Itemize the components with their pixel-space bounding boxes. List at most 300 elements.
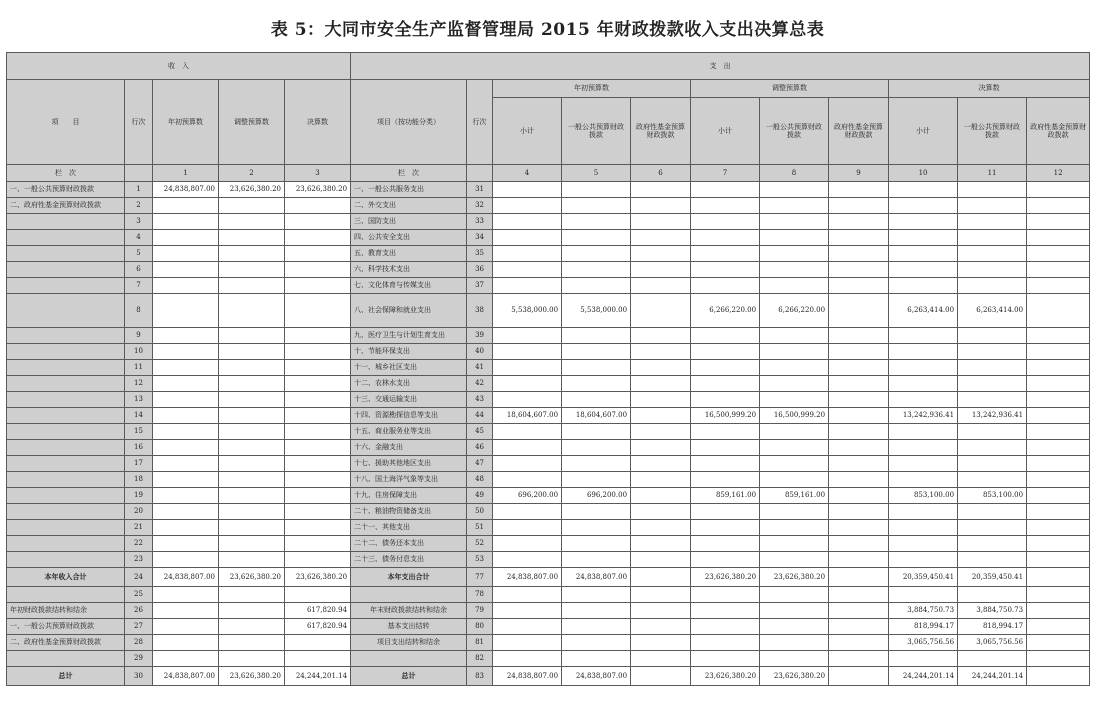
fund-budget-header: 政府性基金预算财政拨款 bbox=[631, 98, 691, 165]
column-index-blank bbox=[125, 165, 153, 182]
expense-annual-subtotal bbox=[493, 635, 562, 651]
expense-row-number: 80 bbox=[467, 619, 493, 635]
expense-annual-fund bbox=[631, 456, 691, 472]
expense-adjusted-subtotal: 6,266,220.00 bbox=[691, 294, 760, 328]
income-annual-budget bbox=[153, 619, 219, 635]
income-adjusted-budget bbox=[219, 246, 285, 262]
income-item: 总计 bbox=[7, 667, 125, 686]
expense-adjusted-general bbox=[760, 246, 829, 262]
expense-annual-general bbox=[562, 651, 631, 667]
expense-annual-fund bbox=[631, 262, 691, 278]
income-row-number: 17 bbox=[125, 456, 153, 472]
expense-adjusted-general bbox=[760, 504, 829, 520]
expense-annual-general bbox=[562, 635, 631, 651]
expense-annual-general bbox=[562, 344, 631, 360]
expense-final-general bbox=[958, 536, 1027, 552]
expense-adjusted-fund bbox=[829, 376, 889, 392]
general-budget-header: 一般公共预算财政拨款 bbox=[958, 98, 1027, 165]
expense-adjusted-general: 859,161.00 bbox=[760, 488, 829, 504]
expense-annual-subtotal: 696,200.00 bbox=[493, 488, 562, 504]
expense-annual-subtotal bbox=[493, 198, 562, 214]
expense-final-fund bbox=[1027, 392, 1090, 408]
income-final-amount bbox=[285, 230, 351, 246]
column-index-blank bbox=[467, 165, 493, 182]
fund-budget-header: 政府性基金预算财政拨款 bbox=[1027, 98, 1090, 165]
expense-adjusted-fund bbox=[829, 651, 889, 667]
column-index: 2 bbox=[219, 165, 285, 182]
income-final-amount bbox=[285, 552, 351, 568]
expense-item bbox=[351, 587, 467, 603]
column-index: 7 bbox=[691, 165, 760, 182]
expense-adjusted-general bbox=[760, 440, 829, 456]
income-row-number: 15 bbox=[125, 424, 153, 440]
expense-final-fund bbox=[1027, 536, 1090, 552]
expense-final-subtotal bbox=[889, 214, 958, 230]
expense-item: 六、科学技术支出 bbox=[351, 262, 467, 278]
expense-annual-fund bbox=[631, 440, 691, 456]
expense-adjusted-fund bbox=[829, 230, 889, 246]
income-adjusted-budget bbox=[219, 230, 285, 246]
income-annual-budget bbox=[153, 230, 219, 246]
expense-item: 基本支出结转 bbox=[351, 619, 467, 635]
expense-adjusted-subtotal bbox=[691, 536, 760, 552]
expense-adjusted-fund bbox=[829, 328, 889, 344]
expense-final-fund bbox=[1027, 635, 1090, 651]
income-row-number: 20 bbox=[125, 504, 153, 520]
income-row-number: 7 bbox=[125, 278, 153, 294]
table-row bbox=[7, 376, 1090, 392]
expense-adjusted-fund bbox=[829, 504, 889, 520]
expense-final-fund bbox=[1027, 246, 1090, 262]
table-row bbox=[7, 456, 1090, 472]
expense-item: 十二、农林水支出 bbox=[351, 376, 467, 392]
expense-annual-general bbox=[562, 424, 631, 440]
expense-adjusted-subtotal: 23,626,380.20 bbox=[691, 568, 760, 587]
income-row-number: 25 bbox=[125, 587, 153, 603]
item-header: 项 目 bbox=[7, 80, 125, 165]
column-index-label: 栏 次 bbox=[7, 165, 125, 182]
expense-adjusted-subtotal: 859,161.00 bbox=[691, 488, 760, 504]
income-final-amount bbox=[285, 456, 351, 472]
expense-adjusted-fund bbox=[829, 294, 889, 328]
income-adjusted-budget bbox=[219, 619, 285, 635]
expense-adjusted-general bbox=[760, 278, 829, 294]
expense-annual-fund bbox=[631, 344, 691, 360]
expense-final-general: 20,359,450.41 bbox=[958, 568, 1027, 587]
income-final-amount bbox=[285, 536, 351, 552]
expense-annual-general: 24,838,807.00 bbox=[562, 568, 631, 587]
income-item bbox=[7, 360, 125, 376]
expense-adjusted-general: 23,626,380.20 bbox=[760, 667, 829, 686]
income-adjusted-budget bbox=[219, 328, 285, 344]
table-row bbox=[7, 230, 1090, 246]
final-amount-header: 决算数 bbox=[285, 80, 351, 165]
table-row bbox=[7, 328, 1090, 344]
expense-item: 十五、商业服务业等支出 bbox=[351, 424, 467, 440]
expense-adjusted-subtotal bbox=[691, 328, 760, 344]
income-row-number: 22 bbox=[125, 536, 153, 552]
expense-final-general bbox=[958, 440, 1027, 456]
column-index: 5 bbox=[562, 165, 631, 182]
expense-annual-fund bbox=[631, 536, 691, 552]
expense-row-number: 34 bbox=[467, 230, 493, 246]
income-adjusted-budget bbox=[219, 376, 285, 392]
expense-adjusted-general bbox=[760, 424, 829, 440]
expense-item bbox=[351, 651, 467, 667]
expense-annual-fund bbox=[631, 214, 691, 230]
income-row-number: 6 bbox=[125, 262, 153, 278]
expense-item: 二十二、债务还本支出 bbox=[351, 536, 467, 552]
income-adjusted-budget bbox=[219, 424, 285, 440]
income-row-number: 18 bbox=[125, 472, 153, 488]
expense-final-subtotal bbox=[889, 424, 958, 440]
expense-adjusted-general: 23,626,380.20 bbox=[760, 568, 829, 587]
expense-adjusted-fund bbox=[829, 619, 889, 635]
expense-adjusted-general bbox=[760, 635, 829, 651]
expense-adjusted-fund bbox=[829, 520, 889, 536]
expense-adjusted-fund bbox=[829, 603, 889, 619]
expense-adjusted-subtotal bbox=[691, 198, 760, 214]
income-annual-budget bbox=[153, 328, 219, 344]
expense-final-fund bbox=[1027, 504, 1090, 520]
income-final-amount bbox=[285, 635, 351, 651]
expense-final-fund bbox=[1027, 278, 1090, 294]
expense-annual-fund bbox=[631, 603, 691, 619]
income-annual-budget bbox=[153, 214, 219, 230]
expense-row-number: 81 bbox=[467, 635, 493, 651]
income-row-number: 8 bbox=[125, 294, 153, 328]
table-row bbox=[7, 536, 1090, 552]
expense-final-fund bbox=[1027, 603, 1090, 619]
expense-annual-subtotal bbox=[493, 182, 562, 198]
expense-adjusted-subtotal bbox=[691, 651, 760, 667]
income-adjusted-budget bbox=[219, 262, 285, 278]
column-index: 1 bbox=[153, 165, 219, 182]
expense-annual-general bbox=[562, 552, 631, 568]
expense-row-number: 49 bbox=[467, 488, 493, 504]
income-row-number: 11 bbox=[125, 360, 153, 376]
expense-adjusted-general bbox=[760, 619, 829, 635]
income-row-number: 9 bbox=[125, 328, 153, 344]
expense-final-subtotal bbox=[889, 230, 958, 246]
table-row bbox=[7, 568, 1090, 587]
income-adjusted-budget bbox=[219, 603, 285, 619]
column-index: 11 bbox=[958, 165, 1027, 182]
expense-final-subtotal bbox=[889, 344, 958, 360]
expense-final-subtotal: 853,100.00 bbox=[889, 488, 958, 504]
row-number-header: 行次 bbox=[125, 80, 153, 165]
table-row bbox=[7, 262, 1090, 278]
expense-item: 十九、住房保障支出 bbox=[351, 488, 467, 504]
income-row-number: 19 bbox=[125, 488, 153, 504]
income-item bbox=[7, 504, 125, 520]
expense-annual-fund bbox=[631, 408, 691, 424]
income-item bbox=[7, 408, 125, 424]
expense-annual-subtotal bbox=[493, 456, 562, 472]
expense-annual-fund bbox=[631, 667, 691, 686]
income-final-amount bbox=[285, 392, 351, 408]
expense-annual-subtotal bbox=[493, 278, 562, 294]
expense-adjusted-general bbox=[760, 376, 829, 392]
income-item bbox=[7, 294, 125, 328]
expense-final-general bbox=[958, 246, 1027, 262]
expense-final-subtotal bbox=[889, 392, 958, 408]
annual-budget-header: 年初预算数 bbox=[153, 80, 219, 165]
table-row bbox=[7, 392, 1090, 408]
expense-item: 十一、城乡社区支出 bbox=[351, 360, 467, 376]
expense-final-subtotal: 20,359,450.41 bbox=[889, 568, 958, 587]
expense-annual-fund bbox=[631, 182, 691, 198]
table-row bbox=[7, 603, 1090, 619]
expense-adjusted-general bbox=[760, 472, 829, 488]
income-annual-budget bbox=[153, 294, 219, 328]
expense-final-fund bbox=[1027, 619, 1090, 635]
income-final-amount bbox=[285, 440, 351, 456]
expense-annual-fund bbox=[631, 278, 691, 294]
expense-final-subtotal bbox=[889, 262, 958, 278]
expense-final-fund bbox=[1027, 424, 1090, 440]
annual-budget-group-header: 年初预算数 bbox=[493, 80, 691, 98]
subtotal-header: 小计 bbox=[691, 98, 760, 165]
expense-adjusted-subtotal bbox=[691, 587, 760, 603]
expense-row-number: 79 bbox=[467, 603, 493, 619]
expense-annual-fund bbox=[631, 587, 691, 603]
expense-final-subtotal: 818,994.17 bbox=[889, 619, 958, 635]
expense-adjusted-fund bbox=[829, 536, 889, 552]
expense-annual-general: 18,604,607.00 bbox=[562, 408, 631, 424]
expense-final-general bbox=[958, 552, 1027, 568]
expense-row-number: 82 bbox=[467, 651, 493, 667]
expense-adjusted-general bbox=[760, 182, 829, 198]
table-row bbox=[7, 488, 1090, 504]
expense-final-fund bbox=[1027, 408, 1090, 424]
table-row bbox=[7, 294, 1090, 328]
expense-item: 总计 bbox=[351, 667, 467, 686]
expense-item: 十、节能环保支出 bbox=[351, 344, 467, 360]
expense-annual-general bbox=[562, 536, 631, 552]
expense-adjusted-general bbox=[760, 552, 829, 568]
column-index: 9 bbox=[829, 165, 889, 182]
expense-adjusted-subtotal: 23,626,380.20 bbox=[691, 667, 760, 686]
expense-adjusted-general bbox=[760, 230, 829, 246]
expense-final-fund bbox=[1027, 376, 1090, 392]
income-row-number: 4 bbox=[125, 230, 153, 246]
table-row bbox=[7, 214, 1090, 230]
income-annual-budget bbox=[153, 360, 219, 376]
table-row bbox=[7, 246, 1090, 262]
income-final-amount bbox=[285, 278, 351, 294]
income-annual-budget: 24,838,807.00 bbox=[153, 182, 219, 198]
income-item bbox=[7, 520, 125, 536]
expense-adjusted-subtotal bbox=[691, 392, 760, 408]
expense-row-number: 47 bbox=[467, 456, 493, 472]
table-row bbox=[7, 635, 1090, 651]
income-adjusted-budget bbox=[219, 392, 285, 408]
income-annual-budget bbox=[153, 651, 219, 667]
income-final-amount bbox=[285, 376, 351, 392]
column-index: 6 bbox=[631, 165, 691, 182]
expense-adjusted-fund bbox=[829, 635, 889, 651]
expense-row-number: 77 bbox=[467, 568, 493, 587]
income-item bbox=[7, 230, 125, 246]
expense-final-general bbox=[958, 198, 1027, 214]
table-row bbox=[7, 408, 1090, 424]
expense-annual-fund bbox=[631, 376, 691, 392]
expense-adjusted-fund bbox=[829, 198, 889, 214]
expense-final-subtotal bbox=[889, 587, 958, 603]
income-row-number: 21 bbox=[125, 520, 153, 536]
expense-adjusted-general bbox=[760, 536, 829, 552]
expense-final-fund bbox=[1027, 488, 1090, 504]
expense-adjusted-general bbox=[760, 360, 829, 376]
income-adjusted-budget bbox=[219, 520, 285, 536]
income-adjusted-budget bbox=[219, 344, 285, 360]
expense-adjusted-fund bbox=[829, 667, 889, 686]
expense-adjusted-subtotal: 16,500,999.20 bbox=[691, 408, 760, 424]
expense-row-number-header: 行次 bbox=[467, 80, 493, 165]
income-annual-budget bbox=[153, 424, 219, 440]
income-item: 二、政府性基金预算财政拨款 bbox=[7, 635, 125, 651]
expense-final-general: 24,244,201.14 bbox=[958, 667, 1027, 686]
income-item: 二、政府性基金预算财政拨款 bbox=[7, 198, 125, 214]
income-final-amount: 617,820.94 bbox=[285, 619, 351, 635]
table-row bbox=[7, 182, 1090, 198]
expense-final-fund bbox=[1027, 198, 1090, 214]
expense-final-general bbox=[958, 587, 1027, 603]
expense-annual-fund bbox=[631, 635, 691, 651]
expense-adjusted-subtotal bbox=[691, 424, 760, 440]
income-adjusted-budget bbox=[219, 552, 285, 568]
income-item bbox=[7, 392, 125, 408]
column-index: 3 bbox=[285, 165, 351, 182]
expense-row-number: 83 bbox=[467, 667, 493, 686]
income-annual-budget bbox=[153, 246, 219, 262]
expense-final-general bbox=[958, 328, 1027, 344]
expense-annual-fund bbox=[631, 294, 691, 328]
expense-final-fund bbox=[1027, 214, 1090, 230]
expense-annual-subtotal: 24,838,807.00 bbox=[493, 568, 562, 587]
expense-final-subtotal bbox=[889, 246, 958, 262]
expense-adjusted-subtotal bbox=[691, 182, 760, 198]
income-annual-budget bbox=[153, 392, 219, 408]
expense-annual-subtotal: 18,604,607.00 bbox=[493, 408, 562, 424]
expense-final-general bbox=[958, 651, 1027, 667]
income-adjusted-budget bbox=[219, 408, 285, 424]
income-row-number: 27 bbox=[125, 619, 153, 635]
income-item bbox=[7, 328, 125, 344]
expense-annual-general bbox=[562, 504, 631, 520]
expense-adjusted-fund bbox=[829, 488, 889, 504]
income-final-amount bbox=[285, 294, 351, 328]
income-adjusted-budget bbox=[219, 198, 285, 214]
income-item bbox=[7, 440, 125, 456]
expense-item: 三、国防支出 bbox=[351, 214, 467, 230]
expense-annual-general bbox=[562, 440, 631, 456]
expense-row-number: 39 bbox=[467, 328, 493, 344]
expense-item: 二十一、其他支出 bbox=[351, 520, 467, 536]
expense-annual-general bbox=[562, 392, 631, 408]
expense-adjusted-fund bbox=[829, 182, 889, 198]
expense-annual-subtotal: 5,538,000.00 bbox=[493, 294, 562, 328]
income-adjusted-budget bbox=[219, 214, 285, 230]
table-row bbox=[7, 360, 1090, 376]
income-adjusted-budget bbox=[219, 278, 285, 294]
expense-adjusted-fund bbox=[829, 392, 889, 408]
table-row bbox=[7, 651, 1090, 667]
income-item bbox=[7, 456, 125, 472]
income-annual-budget bbox=[153, 472, 219, 488]
expense-row-number: 50 bbox=[467, 504, 493, 520]
expense-final-subtotal bbox=[889, 182, 958, 198]
expense-final-general bbox=[958, 230, 1027, 246]
expense-annual-fund bbox=[631, 360, 691, 376]
expense-annual-fund bbox=[631, 619, 691, 635]
expense-adjusted-subtotal bbox=[691, 472, 760, 488]
income-final-amount: 24,244,201.14 bbox=[285, 667, 351, 686]
income-final-amount: 23,626,380.20 bbox=[285, 568, 351, 587]
expense-adjusted-fund bbox=[829, 472, 889, 488]
income-annual-budget bbox=[153, 603, 219, 619]
income-final-amount bbox=[285, 424, 351, 440]
expense-annual-subtotal bbox=[493, 440, 562, 456]
expense-annual-general bbox=[562, 198, 631, 214]
general-budget-header: 一般公共预算财政拨款 bbox=[760, 98, 829, 165]
expense-final-fund bbox=[1027, 182, 1090, 198]
expense-annual-subtotal bbox=[493, 552, 562, 568]
column-index: 10 bbox=[889, 165, 958, 182]
budget-table bbox=[6, 52, 1090, 686]
expense-final-subtotal bbox=[889, 552, 958, 568]
expense-adjusted-fund bbox=[829, 424, 889, 440]
expense-adjusted-general bbox=[760, 344, 829, 360]
expense-annual-fund bbox=[631, 552, 691, 568]
income-item: 年初财政拨款结转和结余 bbox=[7, 603, 125, 619]
table-row bbox=[7, 344, 1090, 360]
expense-final-general bbox=[958, 520, 1027, 536]
expense-adjusted-fund bbox=[829, 568, 889, 587]
expense-final-fund bbox=[1027, 230, 1090, 246]
expense-final-general bbox=[958, 360, 1027, 376]
table-row bbox=[7, 552, 1090, 568]
income-annual-budget bbox=[153, 456, 219, 472]
income-row-number: 10 bbox=[125, 344, 153, 360]
expense-final-general: 3,884,750.73 bbox=[958, 603, 1027, 619]
column-index: 4 bbox=[493, 165, 562, 182]
income-final-amount: 617,820.94 bbox=[285, 603, 351, 619]
adjusted-budget-group-header: 调整预算数 bbox=[691, 80, 889, 98]
expense-adjusted-subtotal bbox=[691, 504, 760, 520]
expense-adjusted-subtotal bbox=[691, 246, 760, 262]
page-title: 表 5：大同市安全生产监督管理局 2015 年财政拨款收入支出决算总表 bbox=[270, 20, 825, 40]
income-item bbox=[7, 424, 125, 440]
expense-annual-fund bbox=[631, 520, 691, 536]
income-final-amount bbox=[285, 488, 351, 504]
income-row-number: 2 bbox=[125, 198, 153, 214]
column-index: 12 bbox=[1027, 165, 1090, 182]
expense-annual-subtotal bbox=[493, 424, 562, 440]
expense-row-number: 31 bbox=[467, 182, 493, 198]
expense-item: 十八、国土海洋气象等支出 bbox=[351, 472, 467, 488]
income-row-number: 5 bbox=[125, 246, 153, 262]
expense-annual-subtotal bbox=[493, 230, 562, 246]
expense-adjusted-subtotal bbox=[691, 635, 760, 651]
expense-annual-subtotal bbox=[493, 360, 562, 376]
income-item bbox=[7, 278, 125, 294]
income-adjusted-budget bbox=[219, 472, 285, 488]
expense-final-fund bbox=[1027, 456, 1090, 472]
income-item: 一、一般公共预算财政拨款 bbox=[7, 182, 125, 198]
income-adjusted-budget bbox=[219, 456, 285, 472]
